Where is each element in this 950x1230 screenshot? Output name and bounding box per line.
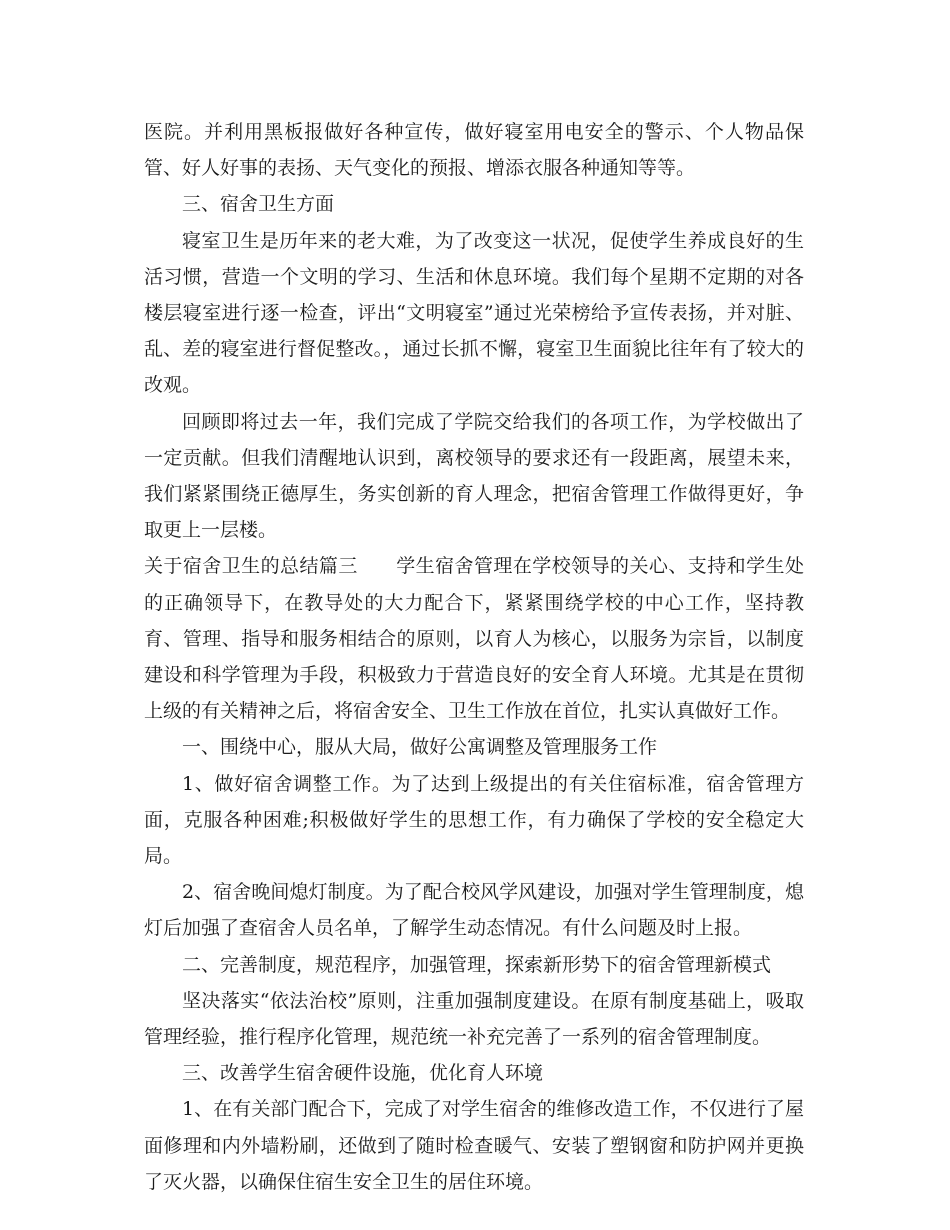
- section-heading-two: 二、完善制度，规范程序，加强管理，探索新形势下的宿舍管理新模式: [182, 953, 772, 976]
- section-heading-three: 三、改善学生宿舍硬件设施，优化育人环境: [182, 1062, 544, 1085]
- article-intro: 学生宿舍管理在学校领导的关心、支持和学生处的正确领导下，在教导处的大力配合下，紧紧围绕学校的中心工作，坚持教育、管理、指导和服务相结合的原则，以育人为核心，以服务为宗旨，以制度建设和科学管理为手段，积极致力于营造良好的安全育人环境。尤其是在贯彻上级的有关精神之后，将宿舍安全、卫生工作放在首位，扎实认真做好工作。: [144, 555, 804, 723]
- paragraph-hygiene: 寝室卫生是历年来的老大难，为了改变这一状况，促使学生养成良好的生活习惯，营造一个文明的学习、生活和休息环境。我们每个星期不定期的对各楼层寝室进行逐一检查，评出“文明寝室”通过光荣榜给予宣传表扬，并对脏、乱、差的寝室进行督促整改。，通过长抓不懈，寝室卫生面貌比往年有了较大的改观。: [144, 229, 804, 397]
- paragraph-item-1: 1、做好宿舍调整工作。为了达到上级提出的有关住宿标准，宿舍管理方面，克服各种困难;积极做好学生的思想工作，有力确保了学校的安全稳定大局。: [144, 772, 804, 868]
- paragraph-facilities: 1、在有关部门配合下，完成了对学生宿舍的维修改造工作，不仅进行了屋面修理和内外墙粉刷，还做到了随时检查暖气、安装了塑钢窗和防护网并更换了灭火器，以确保住宿生安全卫生的居住环境。: [144, 1098, 804, 1193]
- paragraph-article-three: [144, 548, 804, 729]
- section-heading-one: 一、围绕中心，服从大局，做好公寓调整及管理服务工作: [182, 736, 658, 759]
- paragraph-item-2: 2、宿舍晚间熄灯制度。为了配合校风学风建设，加强对学生管理制度，熄灯后加强了查宿舍人员名单，了解学生动态情况。有什么问题及时上报。: [144, 881, 804, 940]
- article-title: 关于宿舍卫生的总结篇三: [144, 555, 358, 578]
- paragraph-1: 医院。并利用黑板报做好各种宣传，做好寝室用电安全的警示、个人物品保管、好人好事的表扬、天气变化的预报、增添衣服各种通知等等。: [144, 121, 804, 180]
- document-body: [144, 114, 804, 1200]
- paragraph-rules: 坚决落实“依法治校”原则，注重加强制度建设。在原有制度基础上，吸取管理经验，推行程序化管理，规范统一补充完善了一系列的宿舍管理制度。: [144, 989, 804, 1049]
- section-heading-hygiene: 三、宿舍卫生方面: [182, 193, 335, 216]
- paragraph-review: 回顾即将过去一年，我们完成了学院交给我们的各项工作，为学校做出了一定贡献。但我们清醒地认识到，离校领导的要求还有一段距离，展望未来，我们紧紧围绕正德厚生，务实创新的育人理念，把宿舍管理工作做得更好，争取更上一层楼。: [144, 410, 804, 542]
